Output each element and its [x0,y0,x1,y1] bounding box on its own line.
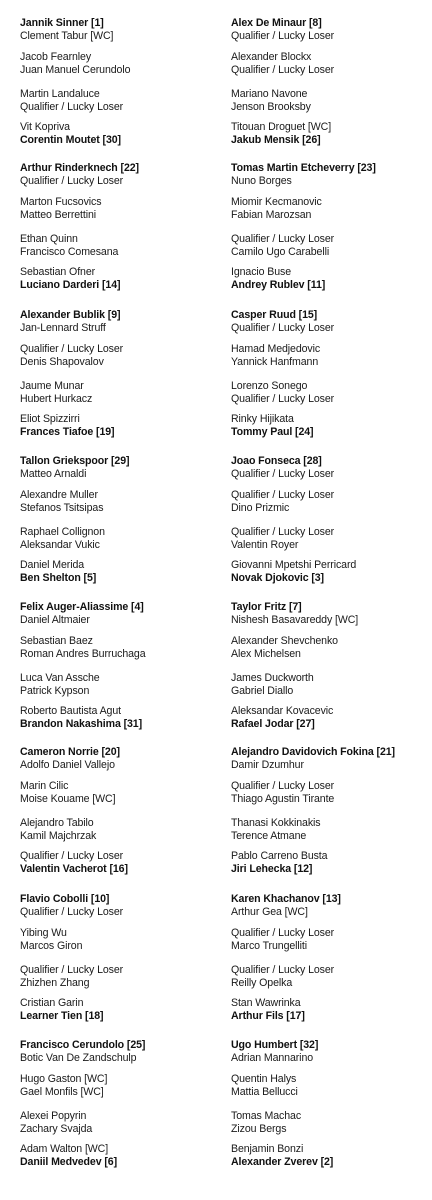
seeded-player-name: Felix Auger-Aliassime [4] [20,601,144,613]
player-name: Qualifier / Lucky Loser [231,30,335,42]
player-name: Stefanos Tsitsipas [20,502,104,514]
player-name: Hugo Gaston [WC] [20,1073,108,1085]
draw-section [20,746,220,894]
match-pair [231,88,431,114]
seeded-player-name: Ugo Humbert [32] [231,1039,319,1051]
seeded-player-name: Learner Tien [18] [20,1010,104,1022]
match-pair [20,455,220,481]
player-name: Sebastian Baez [20,635,93,647]
seeded-player-name: Casper Ruud [15] [231,309,318,321]
match-pair [231,309,431,335]
player-name: Qualifier / Lucky Loser [231,489,335,501]
match-pair [20,964,220,990]
match-pair [20,88,220,114]
player-name: Raphael Collignon [20,526,105,538]
player-name: Gabriel Diallo [231,685,294,697]
player-name: Clement Tabur [WC] [20,30,114,42]
match-pair [20,380,220,406]
player-name: Alejandro Tabilo [20,817,94,829]
player-name: Jacob Fearnley [20,51,92,63]
player-name: Qualifier / Lucky Loser [231,526,335,538]
player-name: Hamad Medjedovic [231,343,321,355]
seeded-player-name: Alejandro Davidovich Fokina [21] [231,746,395,758]
player-name: Kamil Majchrzak [20,830,97,842]
match-pair [20,121,220,147]
player-name: Alexei Popyrin [20,1110,87,1122]
match-pair [20,927,220,953]
player-name: Marin Cilic [20,780,69,792]
player-name: Pablo Carreno Busta [231,850,328,862]
draw-section [20,893,220,1041]
match-pair [231,121,431,147]
player-name: Adolfo Daniel Vallejo [20,759,115,771]
player-name: James Duckworth [231,672,314,684]
match-pair [231,17,431,43]
seeded-player-name: Jiri Lehecka [12] [231,863,313,875]
seeded-player-name: Cameron Norrie [20] [20,746,120,758]
match-pair [20,1073,220,1099]
player-name: Alexander Blockx [231,51,312,63]
player-name: Daniel Merida [20,559,85,571]
match-pair [20,343,220,369]
draw-section [231,1039,431,1187]
player-name: Qualifier / Lucky Loser [231,468,335,480]
seeded-player-name: Rafael Jodar [27] [231,718,315,730]
player-name: Yibing Wu [20,927,67,939]
player-name: Zizou Bergs [231,1123,287,1135]
player-name: Martin Landaluce [20,88,100,100]
seeded-player-name: Tallon Griekspoor [29] [20,455,130,467]
player-name: Adrian Mannarino [231,1052,314,1064]
match-pair [231,817,431,843]
match-pair [231,1039,431,1065]
seeded-player-name: Valentin Vacherot [16] [20,863,128,875]
match-pair [231,162,431,188]
player-name: Mariano Navone [231,88,308,100]
match-pair [20,526,220,552]
player-name: Mattia Bellucci [231,1086,298,1098]
player-name: Rinky Hijikata [231,413,294,425]
match-pair [231,780,431,806]
player-name: Miomir Kecmanovic [231,196,322,208]
match-pair [20,309,220,335]
match-pair [231,1110,431,1136]
player-name: Qualifier / Lucky Loser [231,393,335,405]
match-pair [20,1143,220,1169]
match-pair [20,672,220,698]
match-pair [20,489,220,515]
player-name: Luca Van Assche [20,672,100,684]
player-name: Zhizhen Zhang [20,977,90,989]
player-name: Eliot Spizzirri [20,413,80,425]
seeded-player-name: Alexander Zverev [2] [231,1156,334,1168]
match-pair [20,746,220,772]
seeded-player-name: Novak Djokovic [3] [231,572,324,584]
player-name: Qualifier / Lucky Loser [20,850,124,862]
player-name: Botic Van De Zandschulp [20,1052,137,1064]
player-name: Roman Andres Burruchaga [20,648,146,660]
player-name: Thanasi Kokkinakis [231,817,321,829]
seeded-player-name: Joao Fonseca [28] [231,455,322,467]
player-name: Zachary Svajda [20,1123,93,1135]
player-name: Daniel Altmaier [20,614,90,626]
seeded-player-name: Arthur Rinderknech [22] [20,162,139,174]
draw-section [20,601,220,749]
seeded-player-name: Alexander Bublik [9] [20,309,121,321]
player-name: Qualifier / Lucky Loser [20,101,124,113]
player-name: Ethan Quinn [20,233,78,245]
player-name: Qualifier / Lucky Loser [231,927,335,939]
player-name: Aleksandar Vukic [20,539,100,551]
match-pair [20,850,220,876]
match-pair [231,380,431,406]
draw-section [20,17,220,165]
seeded-player-name: Jannik Sinner [1] [20,17,104,29]
seeded-player-name: Alex De Minaur [8] [231,17,322,29]
match-pair [231,997,431,1023]
match-pair [20,817,220,843]
draw-section [231,309,431,457]
match-pair [20,559,220,585]
player-name: Patrick Kypson [20,685,90,697]
seeded-player-name: Taylor Fritz [7] [231,601,302,613]
player-name: Qualifier / Lucky Loser [231,64,335,76]
player-name: Denis Shapovalov [20,356,104,368]
player-name: Marcos Giron [20,940,83,952]
seeded-player-name: Francisco Cerundolo [25] [20,1039,146,1051]
player-name: Nuno Borges [231,175,292,187]
draw-section [231,162,431,310]
match-pair [20,601,220,627]
player-name: Aleksandar Kovacevic [231,705,334,717]
player-name: Giovanni Mpetshi Perricard [231,559,357,571]
seeded-player-name: Luciano Darderi [14] [20,279,121,291]
player-name: Qualifier / Lucky Loser [20,964,124,976]
match-pair [20,162,220,188]
match-pair [20,1039,220,1065]
player-name: Quentin Halys [231,1073,297,1085]
match-pair [20,705,220,731]
match-pair [231,455,431,481]
player-name: Adam Walton [WC] [20,1143,109,1155]
player-name: Matteo Arnaldi [20,468,87,480]
match-pair [231,51,431,77]
player-name: Yannick Hanfmann [231,356,319,368]
draw-section [231,746,431,894]
match-pair [20,780,220,806]
draw-section [231,601,431,749]
player-name: Valentin Royer [231,539,299,551]
match-pair [231,343,431,369]
player-name: Camilo Ugo Carabelli [231,246,330,258]
seeded-player-name: Andrey Rublev [11] [231,279,326,291]
player-name: Titouan Droguet [WC] [231,121,332,133]
player-name: Qualifier / Lucky Loser [20,343,124,355]
match-pair [20,413,220,439]
seeded-player-name: Arthur Fils [17] [231,1010,305,1022]
player-name: Qualifier / Lucky Loser [231,322,335,334]
match-pair [20,196,220,222]
player-name: Dino Prizmic [231,502,290,514]
match-pair [231,927,431,953]
match-pair [231,413,431,439]
seeded-player-name: Flavio Cobolli [10] [20,893,110,905]
player-name: Reilly Opelka [231,977,293,989]
player-name: Marton Fucsovics [20,196,102,208]
match-pair [20,635,220,661]
match-pair [231,196,431,222]
match-pair [20,266,220,292]
player-name: Gael Monfils [WC] [20,1086,104,1098]
match-pair [231,1073,431,1099]
match-pair [20,997,220,1023]
draw-section [20,309,220,457]
match-pair [231,559,431,585]
match-pair [231,601,431,627]
player-name: Hubert Hurkacz [20,393,93,405]
player-name: Sebastian Ofner [20,266,96,278]
match-pair [231,233,431,259]
seeded-player-name: Jakub Mensik [26] [231,134,321,146]
player-name: Ignacio Buse [231,266,292,278]
match-pair [20,1110,220,1136]
player-name: Alexandre Muller [20,489,98,501]
player-name: Matteo Berrettini [20,209,97,221]
match-pair [20,51,220,77]
match-pair [231,526,431,552]
seeded-player-name: Tomas Martin Etcheverry [23] [231,162,376,174]
player-name: Qualifier / Lucky Loser [20,175,124,187]
match-pair [231,705,431,731]
match-pair [231,266,431,292]
match-pair [231,746,431,772]
player-name: Jan-Lennard Struff [20,322,106,334]
player-name: Arthur Gea [WC] [231,906,308,918]
seeded-player-name: Daniil Medvedev [6] [20,1156,118,1168]
draw-section [20,1039,220,1187]
player-name: Jaume Munar [20,380,84,392]
match-pair [231,672,431,698]
seeded-player-name: Ben Shelton [5] [20,572,97,584]
draw-section [231,893,431,1041]
player-name: Tomas Machac [231,1110,302,1122]
seeded-player-name: Frances Tiafoe [19] [20,426,115,438]
draw-section [231,455,431,603]
player-name: Roberto Bautista Agut [20,705,121,717]
player-name: Juan Manuel Cerundolo [20,64,131,76]
player-name: Alexander Shevchenko [231,635,338,647]
player-name: Francisco Comesana [20,246,119,258]
player-name: Fabian Marozsan [231,209,312,221]
match-pair [231,1143,431,1169]
player-name: Damir Dzumhur [231,759,304,771]
player-name: Lorenzo Sonego [231,380,308,392]
match-pair [20,17,220,43]
player-name: Qualifier / Lucky Loser [231,780,335,792]
player-name: Alex Michelsen [231,648,301,660]
seeded-player-name: Tommy Paul [24] [231,426,314,438]
match-pair [231,635,431,661]
match-pair [231,893,431,919]
player-name: Vit Kopriva [20,121,70,133]
player-name: Stan Wawrinka [231,997,301,1009]
match-pair [20,893,220,919]
player-name: Qualifier / Lucky Loser [231,964,335,976]
seeded-player-name: Corentin Moutet [30] [20,134,121,146]
player-name: Qualifier / Lucky Loser [231,233,335,245]
player-name: Moise Kouame [WC] [20,793,116,805]
player-name: Terence Atmane [231,830,307,842]
player-name: Thiago Agustin Tirante [231,793,335,805]
draw-section [231,17,431,165]
player-name: Nishesh Basavareddy [WC] [231,614,359,626]
player-name: Jenson Brooksby [231,101,311,113]
match-pair [231,489,431,515]
player-name: Benjamin Bonzi [231,1143,304,1155]
player-name: Qualifier / Lucky Loser [20,906,124,918]
draw-section [20,162,220,310]
match-pair [231,964,431,990]
seeded-player-name: Brandon Nakashima [31] [20,718,143,730]
player-name: Cristian Garin [20,997,84,1009]
player-name: Marco Trungelliti [231,940,308,952]
draw-section [20,455,220,603]
match-pair [231,850,431,876]
match-pair [20,233,220,259]
seeded-player-name: Karen Khachanov [13] [231,893,341,905]
